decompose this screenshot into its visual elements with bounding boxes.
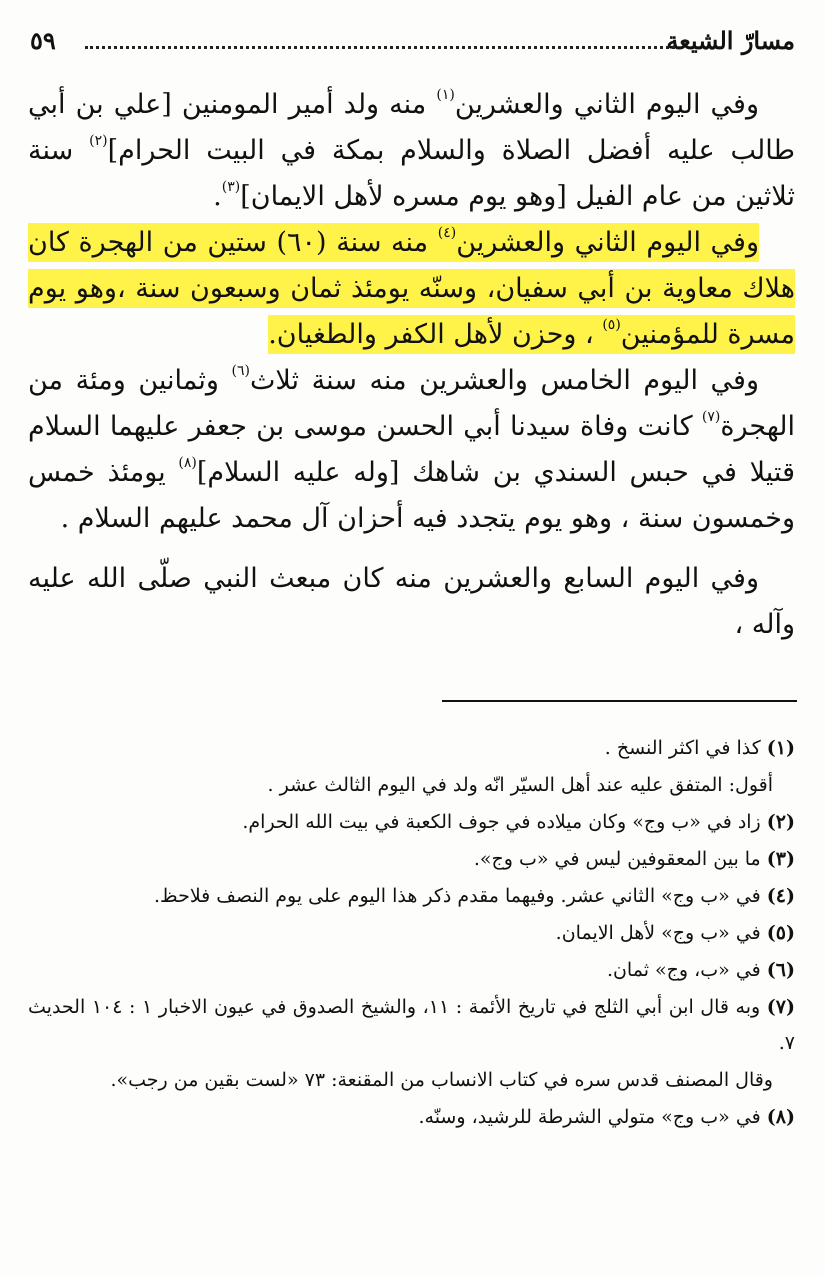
footnote-marker: (٦)	[231, 363, 250, 379]
paragraph-text: كانت وفاة سيدنا أبي الحسن موسى بن جعفر عليهما السلام قتيلا في حبس السندي بن شاهك [وله عليه السلام]	[28, 411, 795, 488]
running-title: مسارّ الشيعة	[666, 26, 795, 55]
footnote-number: (٨)	[766, 1106, 795, 1128]
footnote	[28, 730, 795, 766]
paragraph-text: منه ولد أمير المومنين [علي بن أبي طالب عليه أفضل الصلاة والسلام بمكة في البيت الحرام]	[28, 89, 795, 166]
footnote-number: (٤)	[766, 885, 795, 907]
paragraph-text: .	[213, 181, 222, 212]
paragraph-text: يومئذ خمس وخمسون سنة ، وهو يوم يتجدد فيه أحزان آل محمد عليهم السلام .	[28, 457, 795, 534]
paragraph-death-musa	[28, 358, 795, 542]
footnote-number: (٦)	[766, 959, 795, 981]
footnote	[28, 878, 795, 914]
paragraph-text: وثمانين ومئة من الهجرة	[28, 365, 795, 442]
paragraph-text: ، وحزن لأهل الكفر والطغيان.	[268, 319, 603, 350]
footnote-separator	[442, 700, 797, 702]
header-dot-leader	[85, 46, 675, 49]
main-text	[28, 82, 795, 648]
paragraph-highlighted	[28, 220, 795, 358]
footnote-continuation	[28, 767, 795, 803]
footnote-marker: (٢)	[89, 133, 108, 149]
footnotes	[28, 730, 795, 1136]
footnote-marker: (٥)	[602, 317, 621, 333]
footnote-text: وبه قال ابن أبي الثلج في تاريخ الأئمة : ١١، والشيخ الصدوق في عيون الاخبار ١ : ١٠٤ الحديث ٧.	[28, 996, 795, 1054]
footnote-text: في «ب وج» لأهل الايمان.	[555, 922, 767, 944]
footnote-text: زاد في «ب وج» وكان ميلاده في جوف الكعبة في بيت الله الحرام.	[242, 811, 767, 833]
footnote-marker: (٨)	[178, 455, 197, 471]
footnote-number: (٢)	[766, 811, 795, 833]
paragraph-text: منه سنة (٦٠) ستين من الهجرة كان هلاك معاوية بن أبي سفيان، وسنّه يومئذ ثمان وسبعون سنة ،وهو يوم مسرة للمؤمنين	[28, 227, 795, 350]
footnote-number: (١)	[766, 737, 795, 759]
footnote	[28, 952, 795, 988]
footnote	[28, 841, 795, 877]
page-header	[30, 26, 795, 58]
footnote-marker: (٣)	[221, 179, 241, 195]
footnote-text: أقول: المتفق عليه عند أهل السيّر انّه ولد في اليوم الثالث عشر .	[267, 774, 773, 796]
footnote-continuation	[28, 1062, 795, 1098]
paragraph-text: وفي اليوم الثاني والعشرين	[454, 89, 759, 120]
paragraph-text: وفي اليوم الثاني والعشرين	[456, 227, 760, 258]
footnote-text: في «ب وج» الثاني عشر. وفيهما مقدم ذكر هذا اليوم على يوم النصف فلاحظ.	[154, 885, 767, 907]
footnote	[28, 804, 795, 840]
page-number: ٥٩	[30, 26, 56, 55]
footnote	[28, 915, 795, 951]
footnote-text: وقال المصنف قدس سره في كتاب الانساب من المقنعة: ٧٣ «لست بقين من رجب».	[110, 1069, 773, 1091]
footnote-text: في «ب وج» متولي الشرطة للرشيد، وسنّه.	[418, 1106, 767, 1128]
footnote-marker: (٧)	[701, 409, 721, 425]
paragraph-text: سنة ثلاثين من عام الفيل [وهو يوم مسره لأهل الايمان]	[28, 135, 795, 212]
paragraph-text: وفي اليوم السابع والعشرين منه كان مبعث النبي صلّى الله عليه وآله ،	[28, 563, 795, 640]
paragraph-mabath	[28, 556, 795, 648]
footnote-number: (٥)	[766, 922, 795, 944]
footnote-text: في «ب، وج» ثمان.	[606, 959, 767, 981]
footnote-number: (٣)	[766, 848, 795, 870]
paragraph-birth-ali	[28, 82, 795, 220]
footnote-marker: (٤)	[437, 225, 457, 241]
paragraph-text: وفي اليوم الخامس والعشرين منه سنة ثلاث	[249, 365, 759, 396]
footnote-text: كذا في اكثر النسخ .	[604, 737, 767, 759]
footnote	[28, 989, 795, 1061]
highlighted-passage	[28, 223, 795, 354]
footnote-text: ما بين المعقوفين ليس في «ب وج».	[473, 848, 767, 870]
footnote-number: (٧)	[766, 996, 796, 1018]
footnote	[28, 1099, 795, 1135]
footnote-marker: (١)	[436, 87, 455, 103]
